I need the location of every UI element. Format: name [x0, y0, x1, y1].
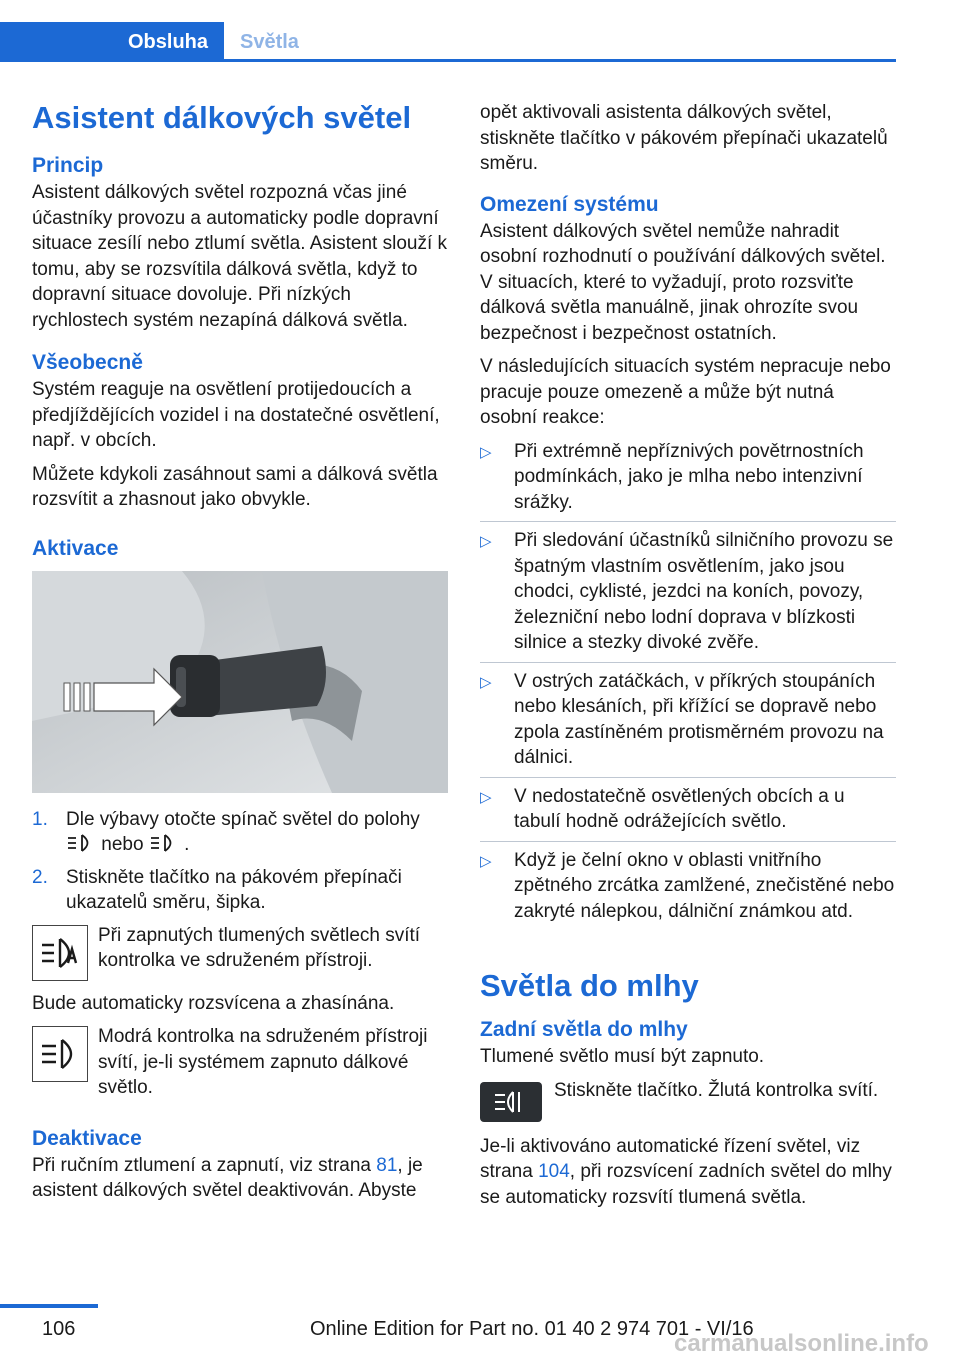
vseobecne-text-1: Systém reaguje na osvětlení protijedoucích a předjíždějících vozidel i na dostatečné osvětlení, např. v obcích.	[32, 379, 440, 451]
stalk-illustration	[32, 571, 448, 793]
heading-zadni-svetla: Zadní světla do mlhy	[480, 1018, 688, 1041]
list-item	[480, 848, 896, 931]
step-or: nebo	[101, 834, 144, 855]
list-item	[480, 784, 896, 842]
zadni-text: Tlumené světlo musí být zapnuto.	[480, 1046, 765, 1067]
heading-svetla-do-mlhy: Světla do mlhy	[480, 968, 699, 1003]
auto-light-icon	[66, 832, 96, 854]
auto-lights-text	[480, 1134, 896, 1211]
step-period: .	[184, 834, 190, 855]
activation-steps	[32, 807, 448, 916]
limitations-list	[480, 439, 896, 931]
page-title: Asistent dálkových světel	[32, 100, 412, 135]
continued-text: opět aktivovali asistenta dálkových světel, stiskněte tlačítko v pákovém přepínači ukazatelů směru.	[480, 102, 888, 174]
step-text: Dle výbavy otočte spínač světel do polohy	[66, 808, 420, 830]
omezeni-text-1: Asistent dálkových světel nemůže nahradit osobní rozhodnutí o používání dálkových světel. V situacích, které to vyžadují, proto rozsviťte dálková světla manuálně, jinak ohrozíte svou bezpečnost i bezpečnost ostatních.	[480, 220, 886, 344]
tab-svetla[interactable]: Světla	[240, 31, 299, 53]
list-item-text: V nedostatečně osvětlených obcích a u tabulí hodně odrážejících světlo.	[514, 785, 845, 832]
omezeni-text-2: V následujících situacích systém nepracuje nebo pracuje pouze omezeně a může být nutná osobní reakce:	[480, 356, 891, 428]
step-number: 1.	[32, 808, 48, 830]
footer-accent-line	[0, 1304, 98, 1308]
step-text: Stiskněte tlačítko na pákovém přepínači ukazatelů směru, šipka.	[66, 866, 402, 913]
turn-signal-stalk-image	[32, 571, 448, 793]
indicator-2-text: Modrá kontrolka na sdruženém přístroji svítí, je-li systémem zapnuto dálkové světlo.	[98, 1026, 428, 1098]
deaktivace-text-b: , je asistent dálkových světel deaktivován. Abyste	[32, 1154, 423, 1201]
indicator-row-1	[32, 923, 448, 981]
tab-bar	[0, 22, 896, 62]
indicator-row-2	[32, 1024, 448, 1101]
high-beam-assist-icon	[149, 832, 179, 854]
watermark: carmanualsonline.info	[674, 1330, 929, 1357]
list-item	[480, 439, 896, 523]
rear-fog-light-icon	[491, 1089, 531, 1115]
deaktivace-text	[32, 1153, 448, 1204]
right-column	[480, 100, 896, 1218]
fog-text: Stiskněte tlačítko. Žlutá kontrolka svítí.	[554, 1079, 879, 1101]
bullet-triangle-icon: ▷	[480, 443, 492, 461]
page-link-81[interactable]: 81	[376, 1154, 398, 1176]
heading-aktivace: Aktivace	[32, 536, 119, 560]
page-number: 106	[42, 1318, 76, 1340]
heading-deaktivace: Deaktivace	[32, 1126, 142, 1150]
list-item-text: Když je čelní okno v oblasti vnitřního zpětného zrcátka zamlžené, znečistěné nebo zakryté nálepkou, dálniční známkou atd.	[514, 849, 895, 922]
list-item-text: Při extrémně nepříznivých povětrnostních podmínkách, jako je mlha nebo intenzivní srážky.	[514, 440, 864, 513]
heading-omezeni: Omezení systému	[480, 192, 659, 216]
high-beam-assist-indicator-icon	[32, 925, 88, 981]
auto-text: Bude automaticky rozsvícena a zhasínána.	[32, 992, 395, 1014]
list-item	[480, 669, 896, 778]
left-column	[32, 98, 448, 1212]
step-item	[32, 865, 448, 916]
list-item-text: Při sledování účastníků silničního provozu se špatným vlastním osvětlením, jako jsou chodci, cyklisté, jezdci na koních, povozy, železniční nebo lodní doprava v blízkosti silnice a stezky divoké zvěře.	[514, 530, 894, 653]
page-link-104[interactable]: 104	[538, 1161, 570, 1182]
princip-text: Asistent dálkových světel rozpozná včas jiné účastníky provozu a automaticky podle dopravní situace zesílí nebo ztlumí světla. Asistent slouží k tomu, aby se rozsvítila dálková světla, když to dopravní situace dovoluje. Při nízkých rychlostech systém nezapíná dálková světla.	[32, 182, 448, 331]
heading-princip: Princip	[32, 154, 104, 177]
edition-text: Online Edition for Part no. 01 40 2 974 701 - VI/16	[310, 1318, 754, 1340]
list-item	[480, 528, 896, 663]
deaktivace-text-a: Při ručním ztlumení a zapnutí, viz strana	[32, 1154, 377, 1176]
tab-obsluha[interactable]: Obsluha	[0, 22, 224, 62]
bullet-triangle-icon: ▷	[480, 788, 492, 806]
vseobecne-text-2: Můžete kdykoli zasáhnout sami a dálková světla rozsvítit a zhasnout jako obvykle.	[32, 463, 438, 510]
rear-fog-light-button[interactable]	[480, 1082, 542, 1122]
auto-lights-text-b: , při rozsvícení zadních světel do mlhy se automaticky rozsvítí tlumená světla.	[480, 1161, 892, 1208]
list-item-text: V ostrých zatáčkách, v příkrých stoupáních nebo klesáních, při křížící se dopravě nebo zpola zastíněném protisměrném provozu na dálnici.	[514, 670, 884, 768]
bullet-triangle-icon: ▷	[480, 673, 492, 691]
step-number: 2.	[32, 866, 48, 888]
indicator-1-text: Při zapnutých tlumených světlech svítí kontrolka ve sdruženém přístroji.	[98, 924, 421, 971]
heading-vseobecne: Všeobecně	[32, 351, 143, 374]
step-item	[32, 807, 448, 858]
bullet-triangle-icon: ▷	[480, 533, 492, 550]
fog-light-row	[480, 1078, 896, 1122]
bullet-triangle-icon: ▷	[480, 852, 492, 870]
high-beam-indicator-icon	[32, 1026, 88, 1082]
auto-lights-text-a: Je-li aktivováno automatické řízení světel, viz strana	[480, 1135, 861, 1182]
